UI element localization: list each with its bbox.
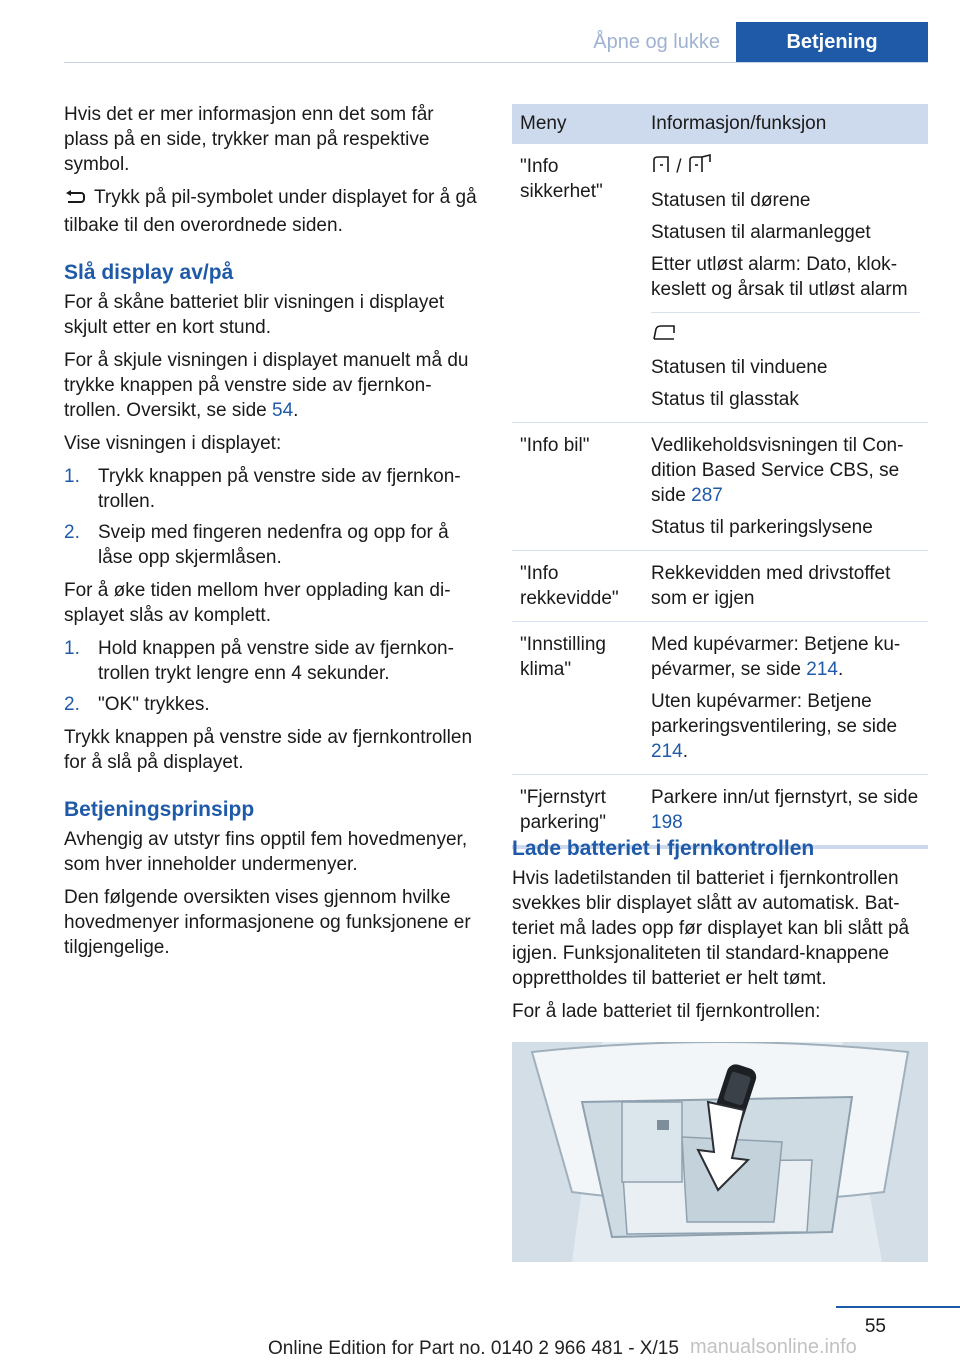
header-section-title: Åpne og lukke (593, 31, 720, 53)
steps-list (64, 636, 478, 717)
paragraph: Hvis ladetilstanden til batteriet i fjernkontrollen svekkes blir displayet slått av automatisk. Batteriet må lades opp før displayet kan bli slått på igjen. Funksjonaliteten til standard-knappene opprettholdes til batteriet er helt tømt. (512, 868, 910, 989)
paragraph: For å skjule visningen i displayet manuelt må du trykke knappen på venstre side av fjernkontrollen. Oversikt, se side 54. (64, 350, 469, 421)
list-item: 2. Sveip med fingeren nedenfra og opp for å låse opp skjermlåsen. (64, 522, 449, 568)
section-heading-display: Slå display av/på (64, 261, 234, 284)
table-row (512, 551, 928, 622)
column-header-info: Informasjon/funksjon (651, 113, 827, 134)
info-cell: Vedlikeholdsvisningen til Condition Based Service CBS, se side 287 Status til parkeringslysene (651, 435, 904, 539)
menu-cell: "Info rekkevidde" (520, 563, 619, 610)
paragraph: Trykk knappen på venstre side av fjernkontrollen for å slå på displayet. (64, 727, 473, 773)
door-closed-icon (651, 154, 671, 181)
page-link-198[interactable]: 198 (651, 812, 683, 834)
menu-cell: "Innstilling klima" (520, 634, 606, 681)
left-column (64, 102, 478, 968)
paragraph: For å øke tiden mellom hver opplading kan displayet slås av komplett. (64, 580, 451, 626)
info-cell: Parkere inn/ut fjernstyrt, se side 198 (651, 787, 919, 834)
page-header (0, 0, 960, 62)
info-cell: Med kupévarmer: Betjene kupévarmer, se side 214. Uten kupévarmer: Betjene parkeringsventilering, se side 214. (651, 634, 901, 763)
section-heading-principle: Betjeningsprinsipp (64, 798, 255, 821)
menu-table (512, 104, 928, 849)
page-link-287[interactable]: 287 (691, 485, 723, 507)
footer-rule (836, 1306, 960, 1308)
list-item: 1. Hold knappen på venstre side av fjernkontrollen trykt lengre enn 4 sekunder. (64, 638, 454, 684)
table-row (512, 622, 928, 775)
paragraph: Avhengig av utstyr fins opptil fem hovedmenyer, som hver inneholder undermenyer. (64, 829, 468, 875)
paragraph: For å lade batteriet til fjernkontrollen: (512, 1001, 821, 1022)
table-header-row (512, 104, 928, 144)
section-heading-battery: Lade batteriet i fjernkontrollen (512, 837, 815, 860)
paragraph-back-instruction: Trykk på pil-symbolet under displayet for å gå tilbake til den overordnede siden. (64, 187, 477, 236)
door-open-icon (687, 154, 713, 181)
page-link-214[interactable]: 214 (651, 741, 683, 763)
paragraph: Vise visningen i displayet: (64, 433, 282, 454)
page-link-214[interactable]: 214 (806, 659, 838, 681)
header-rule (64, 62, 928, 63)
info-subsection: Statusen til vinduene Status til glasstak (651, 312, 920, 412)
key-charging-illustration (512, 1042, 928, 1262)
menu-cell: "Fjernstyrt parkering" (520, 787, 606, 834)
menu-cell: "Info bil" (520, 435, 590, 457)
page-link-54[interactable]: 54 (272, 400, 294, 421)
table-row (512, 144, 928, 423)
list-item: 2. "OK" trykkes. (64, 694, 210, 715)
page-number: 55 (864, 1316, 886, 1337)
info-cell: Rekkevidden med drivstoffet som er igjen (651, 563, 891, 610)
steps-list (64, 464, 478, 570)
edition-note: Online Edition for Part no. 0140 2 966 481 - X/15 (268, 1338, 679, 1359)
paragraph: For å skåne batteriet blir visningen i displayet skjult etter en kort stund. (64, 292, 445, 338)
right-column (512, 836, 928, 1032)
back-arrow-icon (64, 188, 88, 213)
column-header-menu: Meny (520, 113, 567, 134)
header-chapter-tab: Betjening (736, 22, 928, 62)
info-cell: / Statusen til dørene Statusen til alarmanlegget Etter utløst alarm: Dato, klokkeslett og årsak til utløst alarm Statusen til vinduene Status til glasstak (651, 144, 928, 422)
paragraph: Den følgende oversikten vises gjennom hvilke hovedmenyer informasjonene og funksjonene er tilgjengelige. (64, 887, 471, 958)
watermark: manualsonline.info (690, 1336, 857, 1358)
window-icon (651, 323, 677, 348)
table-row (512, 775, 928, 845)
table-row (512, 423, 928, 551)
menu-cell: "Info sikkerhet" (520, 156, 603, 202)
list-item: 1. Trykk knappen på venstre side av fjernkontrollen. (64, 466, 461, 512)
paragraph: Hvis det er mer informasjon enn det som får plass på en side, trykker man på respektive symbol. (64, 104, 434, 175)
